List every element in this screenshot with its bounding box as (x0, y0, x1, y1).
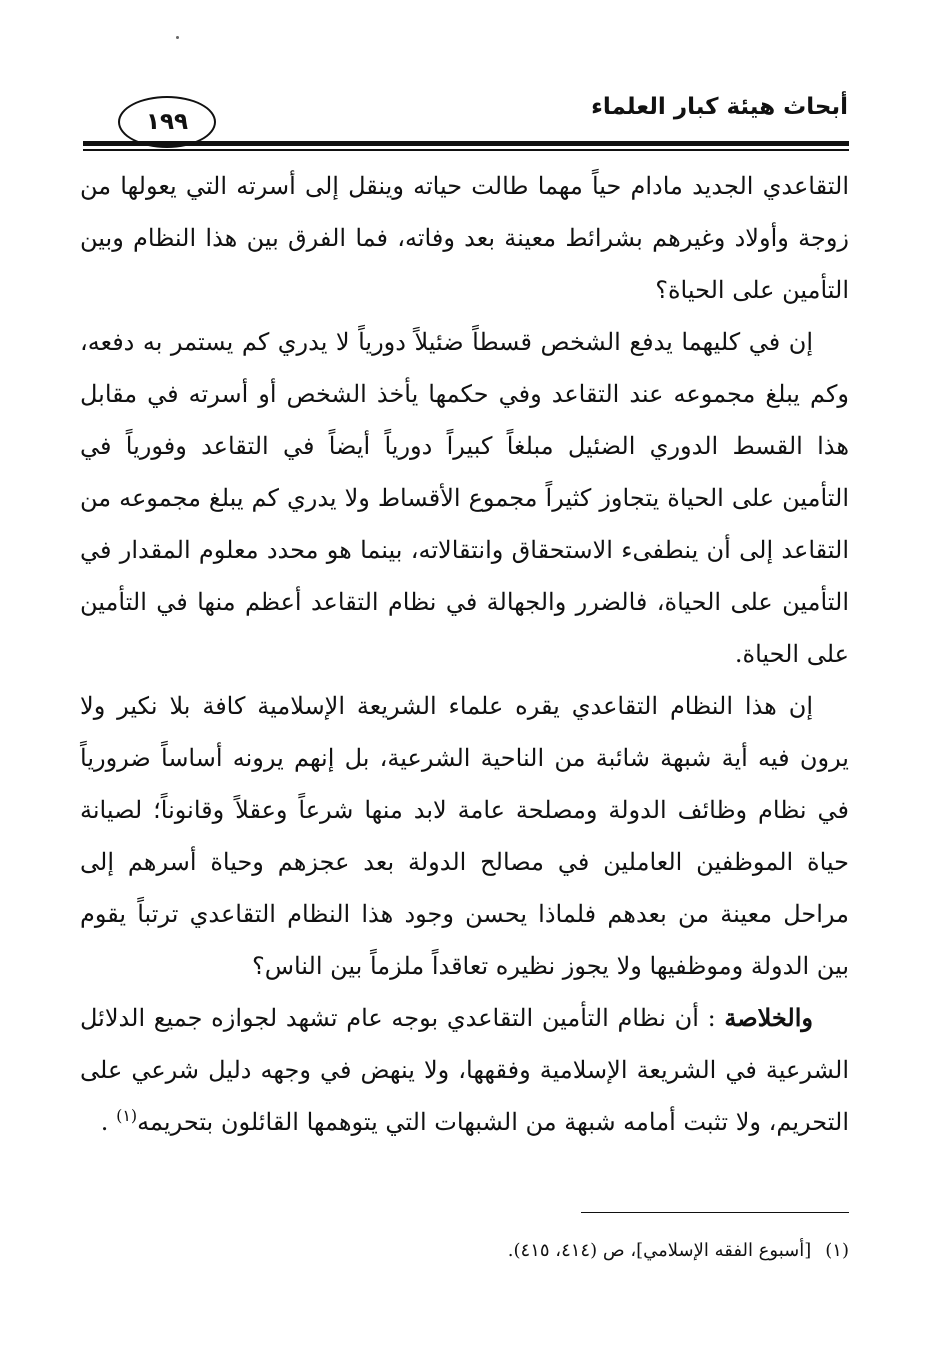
paragraph-3: إن هذا النظام التقاعدي يقره علماء الشريعة الإسلامية كافة بلا نكير ولا يرون فيه أية شبهة شائبة من الناحية الشرعية، بل إنهم يرونه أساساً ضرورياً في نظام وظائف الدولة ومصلحة عامة لابد منها شرعاً وعقلاً وقانوناً؛ لصيانة حياة الموظفين العاملين في مصالح الدولة بعد عجزهم وحياة أسرهم إلى مراحل معينة من بعدهم فلماذا يحسن وجود هذا النظام التقاعدي ترتباً يقوم بين الدولة وموظفيها ولا يجوز نظيره تعاقداً ملزماً بين الناس؟ (80, 692, 849, 980)
paragraph-conclusion (80, 992, 849, 1148)
body-text (80, 160, 849, 1148)
conclusion-text: : أن نظام التأمين التقاعدي بوجه عام تشهد لجوازه جميع الدلائل الشرعية في الشريعة الإسلامية وفقهها، ولا ينهض في وجهه دليل شرعي على التحريم، ولا تثبت أمامه شبهة من الشبهات التي يتوهمها القائلون بتحريمه (80, 1004, 849, 1136)
paragraph-2: إن في كليهما يدفع الشخص قسطاً ضئيلاً دورياً لا يدري كم يستمر به دفعه، وكم يبلغ مجموعه عند التقاعد وفي حكمها يأخذ الشخص أو أسرته في مقابل هذا القسط الدوري الضئيل مبلغاً كبيراً دورياً أيضاً في التقاعد وفورياً في التأمين على الحياة يتجاوز كثيراً مجموع الأقساط ولا يدري كم يبلغ مجموعه من التقاعد إلى أن ينطفىء الاستحقاق وانتقالاته، بينما هو محدد معلوم المقدار في التأمين على الحياة، فالضرر والجهالة في نظام التقاعد أعظم منها في التأمين على الحياة. (80, 328, 849, 668)
footnote-text: [أسبوع الفقه الإسلامي]، ص (٤١٤، ٤١٥). (507, 1240, 812, 1261)
page-number: ١٩٩ (145, 109, 189, 135)
footnote (508, 1240, 849, 1261)
conclusion-end: . (100, 1108, 109, 1136)
footnote-separator (581, 1212, 849, 1213)
paragraph-1: التقاعدي الجديد مادام حياً مهما طالت حياته وينقل إلى أسرته التي يعولها من زوجة وأولاد وغيرهم بشرائط معينة بعد وفاته، فما الفرق بين هذا النظام وبين التأمين على الحياة؟ (80, 172, 849, 304)
header-rule-thick (83, 141, 849, 146)
running-header-title: أبحاث هيئة كبار العلماء (591, 94, 848, 120)
header-rule-thin (83, 149, 849, 151)
footnote-number: (١) (825, 1240, 849, 1261)
scan-speck (176, 36, 179, 39)
footnote-reference[interactable]: (١) (116, 1106, 138, 1125)
conclusion-label: والخلاصة (724, 1003, 813, 1032)
